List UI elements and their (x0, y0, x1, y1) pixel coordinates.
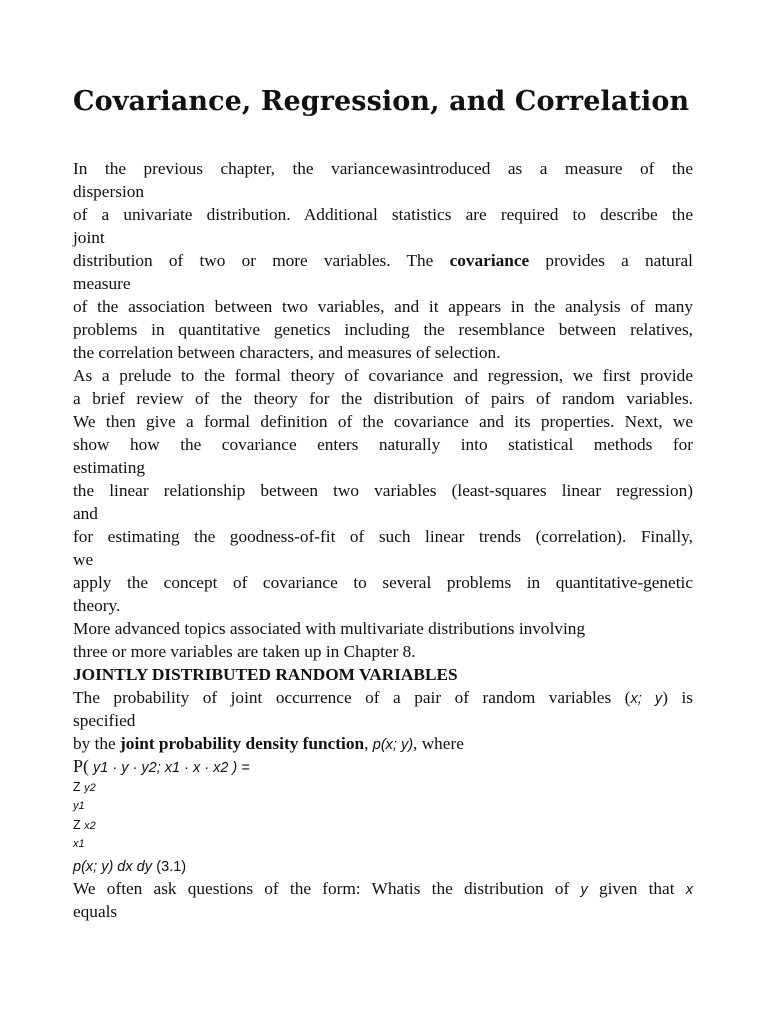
text-span: We often ask questions of the form: Whatis the distribution of (73, 879, 570, 898)
text-line: dispersion (73, 182, 145, 201)
text-line: joint (73, 228, 105, 247)
equation-line (73, 755, 693, 778)
text-line: the correlation between characters, and measures of selection. (73, 343, 501, 362)
text-line: the linear relationship between two variables (least-squares linear regression) (73, 481, 693, 500)
term-joint-pdf: joint probability density function (120, 734, 365, 753)
equation-number: (3.1) (156, 859, 187, 875)
math-var: y (580, 882, 588, 898)
integrand: p(x; y) dx dy (73, 859, 152, 875)
text-line: we (73, 550, 94, 569)
section-heading: JOINTLY DISTRIBUTED RANDOM VARIABLES (73, 665, 458, 684)
text-line: As a prelude to the formal theory of covariance and regression, we first provide (73, 366, 693, 385)
integral-line (73, 816, 693, 835)
integral-sign: Z (73, 780, 81, 794)
text-line: theory. (73, 596, 121, 615)
integral-line (73, 778, 693, 797)
term-covariance: covariance (449, 251, 530, 270)
text-line: by the joint probability density function, p(x; y), where (73, 734, 464, 753)
text-line: apply the concept of covariance to several problems in quantitative-genetic (73, 573, 693, 592)
equation-lead: P( (73, 756, 90, 776)
text-span: distribution of two or more variables. The (73, 251, 434, 270)
text-span: by the (73, 734, 116, 753)
text-line: three or more variables are taken up in Chapter 8. (73, 642, 416, 661)
text-span: The probability of joint occurrence of a pair of random variables ( (73, 688, 631, 707)
text-line: of a univariate distribution. Additional statistics are required to describe the (73, 205, 693, 224)
text-line: measure (73, 274, 131, 293)
text-line: estimating (73, 458, 145, 477)
text-span: given that (598, 879, 675, 898)
text-line: show how the covariance enters naturally into statistical methods for (73, 435, 693, 454)
math-var: x (685, 882, 693, 898)
text-span: ) is (662, 688, 693, 707)
text-line: for estimating the goodness-of-fit of such linear trends (correlation). Finally, (73, 527, 693, 546)
text-line: and (73, 504, 98, 523)
text-line: specified (73, 711, 136, 730)
text-line: equals (73, 902, 118, 921)
integral-lower: x1 (73, 838, 85, 850)
document-title: Covariance, Regression, and Correlation (73, 86, 690, 117)
text-line: In the previous chapter, the variancewasintroduced as a measure of the (73, 159, 693, 178)
text-span: , where (413, 734, 464, 753)
text-span: provides a natural (545, 251, 693, 270)
integral-upper: y2 (84, 782, 96, 794)
text-line: of the association between two variables, and it appears in the analysis of many (73, 297, 693, 316)
integral-sign: Z (73, 818, 81, 832)
text-line (73, 877, 693, 900)
equation-line (73, 854, 693, 877)
text-line: problems in quantitative genetics including the resemblance between relatives, (73, 320, 693, 339)
text-line: We then give a formal definition of the covariance and its properties. Next, we (73, 412, 693, 431)
text-line: a brief review of the theory for the distribution of pairs of random variables. (73, 389, 693, 408)
integral-upper: x2 (84, 820, 96, 832)
math-var: x; y (630, 691, 663, 707)
text-line (73, 686, 693, 709)
text-line: More advanced topics associated with multivariate distributions involving (73, 619, 586, 638)
document-body (73, 157, 693, 923)
equation-args: y1 · y · y2; x1 · x · x2 ) = (89, 760, 250, 776)
math-func: p(x; y) (372, 737, 414, 753)
text-line (73, 249, 693, 272)
integral-lower: y1 (73, 800, 85, 812)
